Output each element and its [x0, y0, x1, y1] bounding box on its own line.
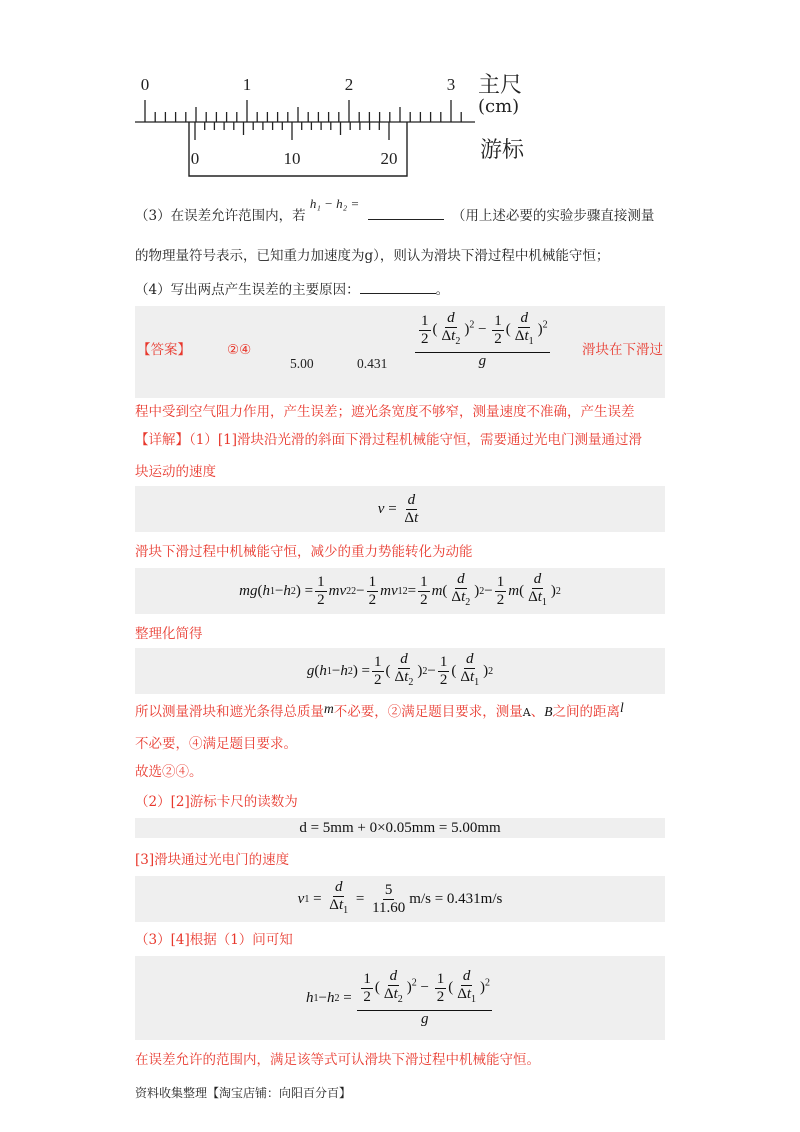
- unit-label: (cm): [478, 96, 520, 117]
- question-4: （4）写出两点产生误差的主要原因： 。: [135, 282, 450, 298]
- answer-2: 5.00: [290, 356, 314, 371]
- main-tick-label-2: 2: [344, 75, 354, 94]
- question-3-line1: （3）在误差允许范围内，若 h₁ − h₂ = （用上述必要的实验步骤直接测量: [135, 196, 655, 224]
- main-scale: [135, 75, 475, 122]
- answer-tag: 【答案】: [137, 342, 191, 358]
- h1-minus-h2: h₁ − h₂ =: [309, 196, 360, 211]
- detail-p1b: 块运动的速度: [135, 464, 216, 480]
- answer-4-formula: [413, 310, 552, 370]
- vernier-tick-label-20: 20: [380, 149, 398, 168]
- footer-note: 资料收集整理【淘宝店铺：向阳百分百】: [135, 1086, 352, 1100]
- detail-p9: 在误差允许的范围内，满足该等式可认滑块下滑过程中机械能守恒。: [135, 1052, 540, 1068]
- detail-p4: 所以测量滑块和遮光条得总质量m不必要，②满足题目要求，测量A、B之间的距离l: [135, 700, 624, 720]
- vernier-tick-label-0: 0: [190, 149, 200, 168]
- eq-velocity: v = $\frac{d}{\Delta t}$: [135, 486, 665, 532]
- detail-p1: 【详解】（1）[1]滑块沿光滑的斜面下滑过程机械能守恒，需要通过光电门测量通过滑: [135, 432, 642, 448]
- detail-p4d: 不必要，④满足题目要求。: [135, 736, 297, 752]
- detail-p6: （2）[2]游标卡尺的读数为: [135, 794, 298, 810]
- answer-4-frac: $\frac{1}{2}$ ( $\frac{d}{\Delta t_2}$ )$^2$ − $\frac{1}{2}$ ( $\frac{d}{\Delta t_1}$ )$^2$ g: [415, 310, 550, 370]
- answer-1: ②④: [227, 342, 252, 358]
- eq-simplified: g ( h 1 − h 2 ) = $\frac{1}{2}$ ( $\frac{d}{\Delta t_2}$ ) 2 − $\frac{1}{2}$ ( $\frac{d}{\Delta t_1}$ ) 2: [135, 648, 665, 694]
- detail-p7: [3]滑块通过光电门的速度: [135, 852, 290, 868]
- answer-blank-4: [360, 293, 436, 294]
- answer-line2: 程中受到空气阻力作用，产生误差；遮光条宽度不够窄，测量速度不准确，产生误差: [135, 404, 635, 420]
- answer-blank-3: [368, 219, 444, 220]
- question-3-line2: 的物理量符号表示，已知重力加速度为g），则认为滑块下滑过程中机械能守恒；: [135, 248, 610, 264]
- eq-caliper-reading: d = 5mm + 0×0.05mm = 5.00mm: [135, 818, 665, 838]
- vernier-tick-label-10: 10: [283, 149, 301, 168]
- answer-block: [135, 306, 665, 398]
- main-tick-label-0: 0: [140, 75, 150, 94]
- main-tick-label-1: 1: [242, 75, 252, 94]
- eq-energy: mg ( h 1 − h 2 ) = $\frac{1}{2}$ mv 2 2 − $\frac{1}{2}$ mv 1 2 = $\frac{1}{2}$ m ( $\frac{d}{\Delta t_2}$ ) 2 − $\frac{1}{2}$ m ( $\frac{d}{\Delta t_1}$ ) 2: [135, 568, 665, 614]
- vernier-scale: [189, 122, 407, 176]
- detail-p2: 滑块下滑过程中机械能守恒，减少的重力势能转化为动能: [135, 544, 473, 560]
- eq-final: h 1 − h 2 = $\frac{1}{2}$ ( $\frac{d}{\Delta t_2}$ )$^2$ − $\frac{1}{2}$ ( $\frac{d}{\Delta t_1}$ )$^2$ g: [135, 956, 665, 1040]
- answer-4-tail: 滑块在下滑过: [582, 342, 663, 358]
- main-tick-label-3: 3: [446, 75, 456, 94]
- main-scale-label: 主尺: [478, 73, 523, 98]
- detail-p8: （3）[4]根据（1）问可知: [135, 932, 293, 948]
- answer-3: 0.431: [357, 356, 388, 371]
- vernier-scale-label: 游标: [480, 138, 525, 163]
- detail-p3: 整理化简得: [135, 626, 203, 642]
- eq-speed: v 1 = $\frac{d}{\Delta t_1}$ = $\frac{5}{11.60}$ m/s = 0.431m/s: [135, 876, 665, 922]
- vernier-caliper-figure: [120, 60, 560, 190]
- detail-p5: 故选②④。: [135, 764, 203, 780]
